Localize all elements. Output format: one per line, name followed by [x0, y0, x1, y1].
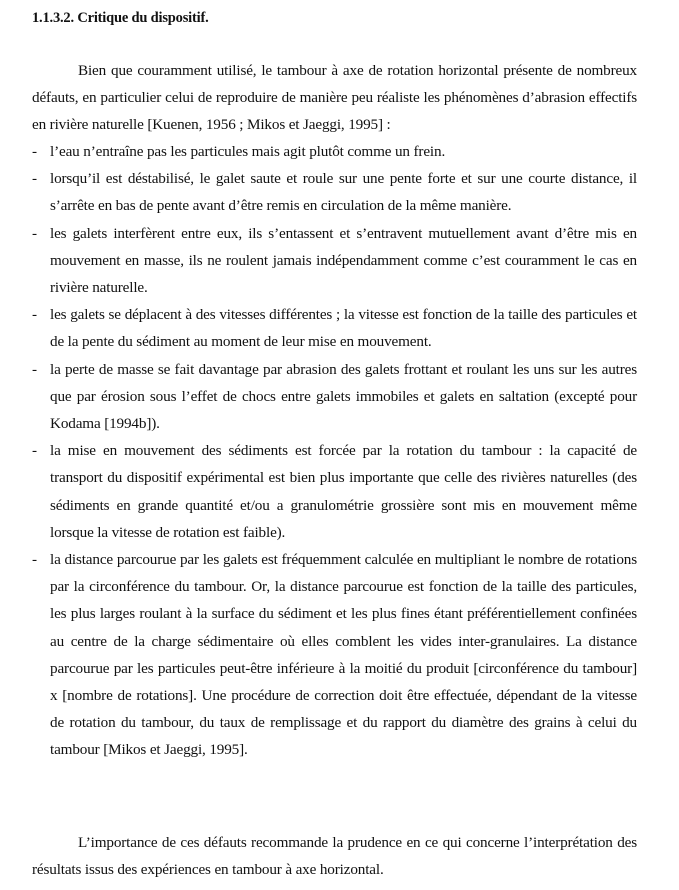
list-item: [32, 301, 637, 355]
list-item-text: la distance parcourue par les galets est fréquemment calculée en multipliant le nombre de rotations par la circonférence du tambour. Or, la distance parcourue est fonction de la taille des particules, les plus larges roulant à la surface du sédiment et les plus fines étant préférentiellement confinées au centre de la charge sédimentaire où elles comblent les vides inter-granulaires. La distance parcourue par les particules peut-être inférieure à la moitié du produit [circonférence du tambour] x [nombre de rotations]. Une procédure de correction doit être effectuée, dépendant de la vitesse de rotation du tambour, du taux de remplissage et du rapport du diamètre des grains à celui du tambour [Mikos et Jaeggi, 1995].: [50, 551, 637, 759]
bullet-dash: -: [32, 224, 37, 242]
bullet-dash: -: [32, 306, 37, 324]
bullet-dash: -: [32, 360, 37, 378]
list-item: [32, 546, 637, 764]
intro-paragraph: Bien que couramment utilisé, le tambour à axe de rotation horizontal présente de nombreux défauts, en particulier celui de reproduire de manière peu réaliste les phénomènes d’abrasion effectifs en rivière naturelle [Kuenen, 1956 ; Mikos et Jaeggi, 1995] :: [32, 62, 637, 134]
conclusion-paragraph: L’importance de ces défauts recommande la prudence en ce qui concerne l’interprétation des résultats issus des expériences en tambour à axe horizontal.: [32, 834, 637, 879]
bullet-dash: -: [32, 442, 37, 460]
list-item-text: la mise en mouvement des sédiments est forcée par la rotation du tambour : la capacité de transport du dispositif expérimental est bien plus importante que celle des rivières naturelles (des sédiments en grande quantité et/ou a granulométrie grossière sont mis en mouvement même lorsque la vitesse de rotation est faible).: [50, 442, 637, 541]
list-item: [32, 356, 637, 438]
list-item-text: les galets se déplacent à des vitesses différentes ; la vitesse est fonction de la taille des particules et de la pente du sédiment au moment de leur mise en mouvement.: [50, 306, 637, 351]
list-item-text: les galets interfèrent entre eux, ils s’entassent et s’entravent mutuellement avant d’être mis en mouvement en masse, ils ne roulent jamais indépendamment comme c’est couramment le cas en rivière naturelle.: [50, 224, 637, 297]
defects-list: [32, 138, 637, 764]
list-item-text: l’eau n’entraîne pas les particules mais agit plutôt comme un frein.: [50, 143, 446, 160]
list-item: [32, 165, 637, 219]
list-item: [32, 138, 637, 165]
bullet-dash: -: [32, 551, 37, 569]
list-item: [32, 437, 637, 546]
list-item-text: lorsqu’il est déstabilisé, le galet saute et roule sur une pente forte et sur une courte distance, il s’arrête en bas de pente avant d’être remis en circulation de la même manière.: [50, 170, 637, 215]
list-item: [32, 220, 637, 302]
bullet-dash: -: [32, 143, 37, 160]
list-item-text: la perte de masse se fait davantage par abrasion des galets frottant et roulant les uns sur les autres que par érosion sous l’effet de chocs entre galets immobiles et galets en saltation (excepté pour Kodama [1994b]).: [50, 360, 637, 433]
bullet-dash: -: [32, 170, 37, 188]
section-heading: 1.1.3.2. Critique du dispositif.: [32, 10, 209, 26]
